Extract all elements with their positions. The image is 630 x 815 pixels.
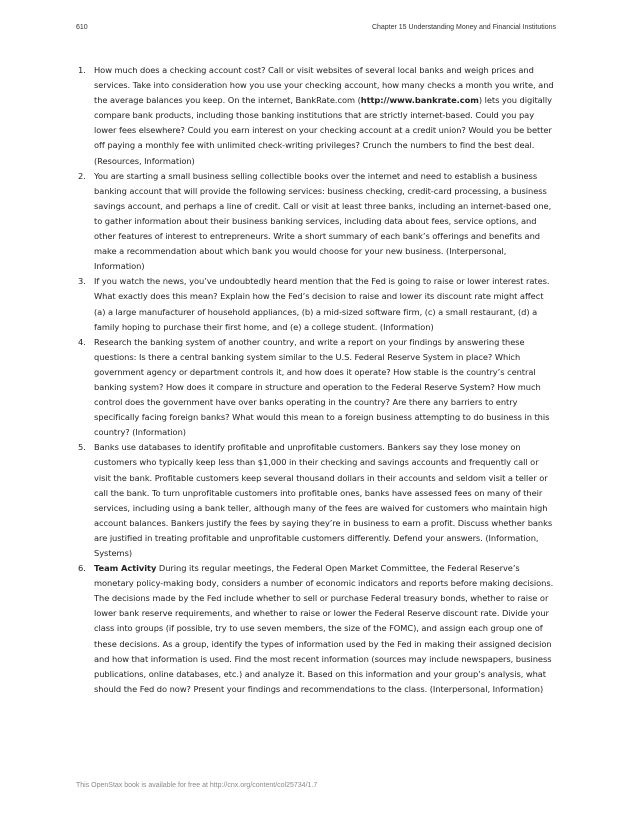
question-text: If you watch the news, you’ve undoubtedly heard mention that the Fed is going to raise or lower interest rates. What exactly does this mean? Explain how the Fed’s decision to raise and lower its discount rate might affect (a) a large manufacturer of household appliances, (b) a mid-sized software firm, (c) a small restaurant, (d) a family hoping to purchase their first home, and (e) a college student. (Information) — [94, 276, 550, 332]
page-header — [76, 24, 556, 36]
question-text: ) lets you digitally compare bank products, including those banking institutions that are strictly internet-based. Could you pay lower fees elsewhere? Could you earn interest on your checking account at a credit union? Would you be better off paying a monthly fee with unlimited check-writing privileges? Crunch the numbers to find the best deal. (Resources, Information) — [94, 95, 553, 166]
page-footer: This OpenStax book is available for free at http://cnx.org/content/col25734/1.7 — [76, 782, 318, 789]
team-activity-label: Team Activity — [94, 563, 157, 574]
question-text: Banks use databases to identify profitable and unprofitable customers. Bankers say they lose money on customers who typically keep less than $1,000 in their checking and savings accounts and frequently call or visit the bank. Profitable customers keep several thousand dollars in their accounts and seldom visit a teller or call the bank. To turn unprofitable customers into profitable ones, banks have assessed fees on many of their services, including using a bank teller, although many of the fees are waived for customers who maintain high account balances. Bankers justify the fees by saying they’re in business to earn a profit. Discuss whether banks are justified in treating profitable and unprofitable customers differently. Defend your answers. (Information, Systems) — [94, 442, 553, 558]
question-number: 6. — [78, 563, 86, 574]
question-text: You are starting a small business selling collectible books over the internet and need to establish a business banking account that will provide the following services: business checking, credit-card processing, a business savings account, and perhaps a line of credit. Call or visit at least three banks, including an internet-based one, to gather information about their business banking services, including data about fees, service options, and other features of interest to entrepreneurs. Write a short summary of each bank’s offerings and benefits and make a recommendation about which bank you would choose for your new business. (Interpersonal, Information) — [94, 170, 552, 272]
question-number: 1. — [78, 65, 86, 75]
question-item — [78, 335, 556, 441]
question-number: 5. — [78, 442, 86, 453]
bankrate-link[interactable]: http://www.bankrate.com — [360, 95, 479, 106]
question-list — [78, 63, 556, 697]
question-item — [78, 561, 556, 697]
chapter-title: Chapter 15 Understanding Money and Financial Institutions — [371, 24, 556, 31]
question-number: 2. — [78, 170, 86, 181]
question-item — [78, 274, 556, 334]
question-text: During its regular meetings, the Federal Open Market Committee, the Federal Reserve’s monetary policy-making body, considers a number of economic indicators and reports before making decisions. The decisions made by the Fed include whether to sell or purchase Federal treasury bonds, whether to raise or lower bank reserve requirements, and whether to raise or lower the Federal Reserve discount rate. Divide your class into groups (if possible, try to use seven members, the size of the FOMC), and assign each group one of these decisions. As a group, identify the types of information used by the Fed in making their assigned decision and how that information is used. Find the most recent information (sources may include newspapers, business publications, online databases, etc.) and analyze it. Based on this information and your group’s analysis, what should the Fed do now? Present your findings and recommendations to the class. (Interpersonal, Information) — [94, 563, 554, 694]
question-text: How much does a checking account cost? Call or visit websites of several local banks and weigh prices and services. Take into consideration how you use your checking account, how many checks a month you write, and the average balances you keep. On the internet, BankRate.com ( — [94, 65, 554, 106]
question-text: Research the banking system of another country, and write a report on your findings by answering these questions: Is there a central banking system similar to the U.S. Federal Reserve System in place? Which government agency or department controls it, and how does it operate? How stable is the country’s central banking system? How does it compare in structure and operation to the Federal Reserve System? How much control does the government have over banks operating in the country? Are there any barriers to entry specifically facing foreign banks? What would this mean to a foreign business attempting to do business in this country? (Information) — [94, 336, 550, 438]
question-item — [78, 440, 556, 561]
page-number: 610 — [76, 24, 88, 31]
question-number: 4. — [78, 336, 86, 347]
question-item — [78, 63, 556, 169]
question-number: 3. — [78, 276, 86, 287]
question-item — [78, 169, 556, 275]
